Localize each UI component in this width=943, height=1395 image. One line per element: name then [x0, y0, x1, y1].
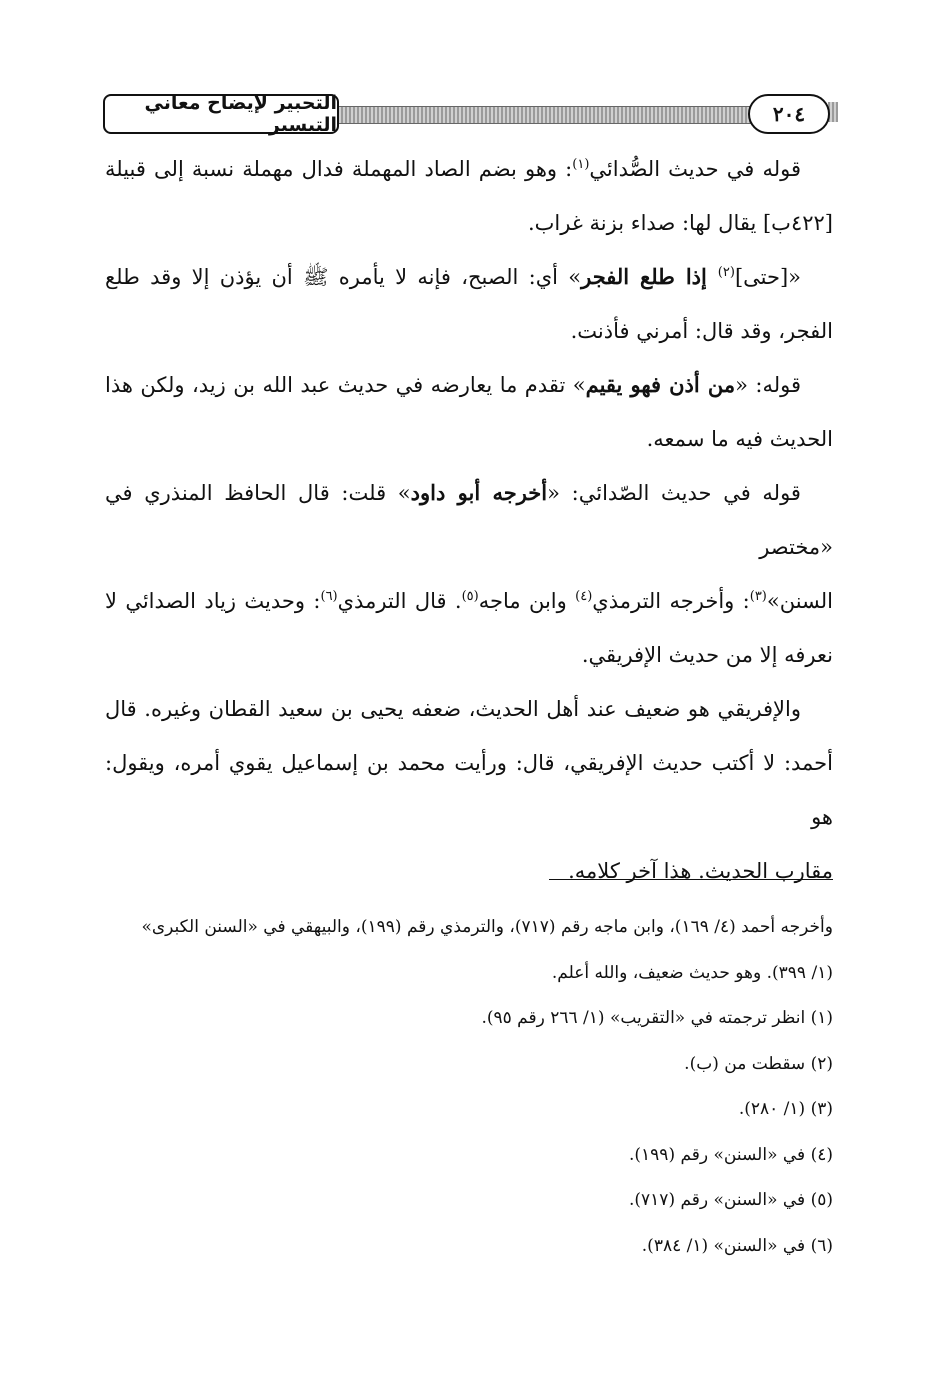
text-run: قوله: «: [735, 373, 801, 397]
footnote-line: (٦) في «السنن» (١/ ٣٨٤).: [641, 1235, 833, 1256]
footnote-marker: (١): [572, 157, 590, 172]
text-run: «[حتى]: [734, 265, 801, 289]
text-line: [105, 574, 833, 628]
text-run: : وأخرجه الترمذي: [592, 589, 750, 613]
text-run: » قلت: قال الحافظ المنذري في «مختصر: [105, 481, 833, 559]
quoted-hadith-text: إذا طلع الفجر: [581, 264, 718, 289]
text-line: [105, 844, 833, 898]
text-line: [105, 628, 833, 682]
footnote-marker: (٢): [717, 265, 735, 280]
paragraph: [105, 466, 833, 682]
text-line: [105, 358, 833, 412]
page-header: [103, 92, 838, 140]
footnote-line: (١/ ٣٩٩). وهو حديث ضعيف، والله أعلم.: [551, 962, 833, 983]
paragraph: [105, 142, 833, 250]
footnote-line: (٥) في «السنن» رقم (٧١٧).: [628, 1190, 833, 1210]
footnote-marker: (٥): [461, 589, 479, 604]
paragraph: [105, 682, 833, 898]
footnote-line: وأخرجه أحمد (٤/ ١٦٩)، وابن ماجه رقم (٧١٧)، والترمذي رقم (١٩٩)، والبيهقي في «السنن الكبرى»: [141, 917, 833, 937]
footnote-separator: [549, 879, 833, 880]
footnote-line: (٤) في «السنن» رقم (١٩٩).: [628, 1144, 833, 1165]
book-title: التحبير لإيضاح معاني التيسير: [103, 94, 339, 134]
quoted-hadith-text: من أذن فهو يقيم: [585, 372, 736, 397]
footnote-line: (٢) سقطت من (ب).: [684, 1053, 833, 1074]
text-run: : وحديث زياد الصدائي لا: [105, 589, 321, 613]
footnote-line: (٣) (١/ ٢٨٠).: [738, 1099, 833, 1119]
main-text: [105, 142, 833, 898]
text-run: نعرفه إلا من حديث الإفريقي.: [581, 643, 833, 667]
text-run: السنن»: [766, 589, 834, 613]
paragraph: [105, 358, 833, 466]
text-run: » أي: الصبح، فإنه لا يأمره ﷺ أن يؤذن إلا وقد طلع: [105, 265, 582, 289]
footnote-marker: (٦): [320, 589, 338, 604]
text-line: [105, 736, 833, 844]
footnote-marker: (٤): [575, 589, 593, 604]
text-run: قوله في حديث الصُّدائي: [589, 157, 801, 181]
text-run: أحمد: لا أكتب حديث الإفريقي، قال: ورأيت محمد بن إسماعيل يقوي أمره، ويقول: هو: [105, 751, 833, 829]
paragraph: [105, 250, 833, 358]
text-run: وابن ماجه: [478, 589, 576, 613]
text-line: [105, 142, 833, 196]
footnote-line: (١) انظر ترجمته في «التقريب» (١/ ٢٦٦ رقم ٩٥).: [481, 1008, 833, 1028]
text-line: [105, 196, 833, 250]
header-ornament-band: [313, 106, 760, 124]
quoted-hadith-text: أخرجه أبو داود: [410, 480, 548, 505]
text-line: [105, 412, 833, 466]
text-run: والإفريقي هو ضعيف عند أهل الحديث، ضعفه يحيى بن سعيد القطان وغيره. قال: [105, 697, 801, 721]
text-run: [٤٢٢ب] يقال لها: صداء بزنة غراب.: [527, 211, 833, 235]
text-run: مقارب الحديث. هذا آخر كلامه.: [568, 859, 833, 883]
text-run: الحديث فيه ما سمعه.: [646, 427, 833, 451]
text-run: قوله في حديث الصّدائي: «: [547, 481, 801, 505]
text-run: » تقدم ما يعارضه في حديث عبد الله بن زيد، ولكن هذا: [105, 373, 586, 397]
text-run: : وهو بضم الصاد المهملة فدال مهملة نسبة إلى قبيلة: [105, 157, 573, 181]
text-line: [105, 466, 833, 574]
text-run: الفجر، وقد قال: أمرني فأذنت.: [570, 319, 833, 343]
text-run: . قال الترمذي: [337, 589, 462, 613]
page-number: ٢٠٤: [748, 94, 830, 134]
text-line: [105, 250, 833, 304]
footnote-marker: (٣): [749, 589, 767, 604]
footnotes: [105, 905, 833, 1269]
text-line: [105, 304, 833, 358]
text-line: [105, 682, 833, 736]
